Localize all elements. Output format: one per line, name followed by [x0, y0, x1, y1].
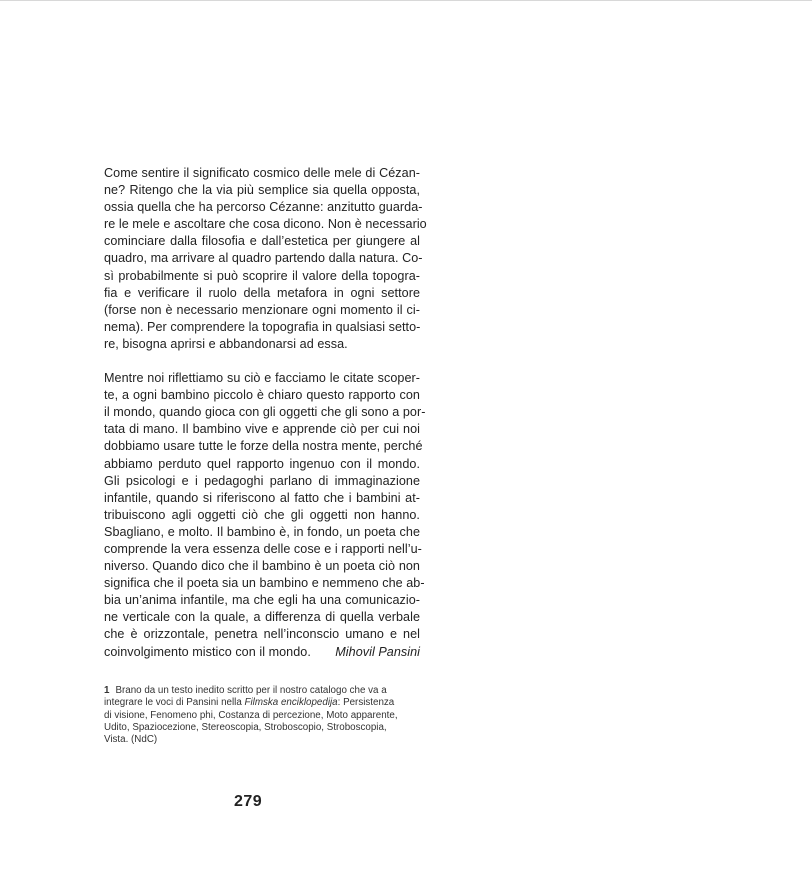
page-number: 279	[234, 793, 263, 810]
footnote-text: Brano da un testo inedito scritto per il nostro catalogo che va a	[115, 685, 387, 696]
text-line: il mondo, quando gioca con gli oggetti che gli sono a por-	[104, 405, 426, 420]
footnote-line: Udito, Spaziocezione, Stereoscopia, Stroboscopio, Stroboscopia,	[104, 721, 387, 733]
text-line: ne? Ritengo che la via più semplice sia quella opposta,	[104, 183, 420, 198]
signature-line	[104, 644, 420, 661]
text-line: nema). Per comprendere la topografia in qualsiasi setto-	[104, 319, 421, 334]
text-line: che è orizzontale, penetra nell’inconscio umano e nel	[104, 627, 420, 642]
text-line: re le mele e ascoltare che cosa dicono. Non è necessario	[104, 217, 427, 232]
paragraph-2	[104, 370, 426, 661]
text-line: tata di mano. Il bambino vive e apprende ciò per cui noi	[104, 422, 420, 437]
author-name: Mihovil Pansini	[335, 644, 420, 659]
paragraph-1	[104, 165, 427, 353]
footnote-text: integrare le voci di Pansini nella	[104, 697, 245, 709]
text-line: (forse non è necessario menzionare ogni momento il ci-	[104, 302, 420, 317]
text-line: dobbiamo usare tutte le forze della nostra mente, perché	[104, 439, 423, 454]
text-line: sì probabilmente si può scoprire il valore della topogra-	[104, 268, 420, 283]
footnote-line: di visione, Fenomeno phi, Costanza di percezione, Moto apparente,	[104, 709, 398, 721]
main-text-column	[104, 165, 427, 661]
text-line: ossia quella che ha percorso Cézanne: anzitutto guarda-	[104, 200, 423, 215]
text-line: Gli psicologi e i pedagoghi parlano di immaginazione	[104, 473, 420, 488]
text-line: comprende la vera essenza delle cose e i rapporti nell’u-	[104, 541, 422, 556]
footnote	[104, 685, 414, 746]
text-line: Sbagliano, e molto. Il bambino è, in fondo, un poeta che	[104, 524, 420, 539]
text-line: bia un’anima infantile, ma che egli ha una comunicazio-	[104, 593, 420, 608]
footnote-italic-title: Filmska enciklopedija	[244, 697, 338, 709]
text-line: ne verticale con la quale, a differenza di quella verbale	[104, 610, 420, 625]
top-rule	[0, 0, 812, 1]
text-line: quadro, ma arrivare al quadro partendo dalla natura. Co-	[104, 251, 423, 266]
text-line: niverso. Quando dico che il bambino è un poeta ciò non	[104, 559, 420, 574]
text-line: cominciare dalla filosofia e dall’estetica per giungere al	[104, 234, 420, 249]
text-line: tribuiscono agli oggetti ciò che gli oggetti non hanno.	[104, 507, 420, 522]
text-line: abbiamo perduto quel rapporto ingenuo con il mondo.	[104, 456, 420, 471]
text-line: significa che il poeta sia un bambino e nemmeno che ab-	[104, 576, 425, 591]
footnote-line	[104, 685, 414, 697]
footnote-line: Vista. (NdC)	[104, 734, 158, 746]
text-line: te, a ogni bambino piccolo è chiaro questo rapporto con	[104, 388, 420, 403]
footnote-number: 1	[104, 685, 110, 696]
footnote-line	[104, 697, 414, 709]
closing-text: coinvolgimento mistico con il mondo.	[104, 644, 311, 659]
footnote-text: : Persistenza	[337, 697, 395, 709]
text-line: re, bisogna aprirsi e abbandonarsi ad essa.	[104, 336, 348, 351]
text-line: Mentre noi riflettiamo su ciò e facciamo le citate scoper-	[104, 371, 420, 386]
text-line: fia e verificare il ruolo della metafora in ogni settore	[104, 285, 420, 300]
text-line: Come sentire il significato cosmico delle mele di Cézan-	[104, 166, 420, 180]
text-line: infantile, quando si riferiscono al fatto che i bambini at-	[104, 490, 420, 505]
